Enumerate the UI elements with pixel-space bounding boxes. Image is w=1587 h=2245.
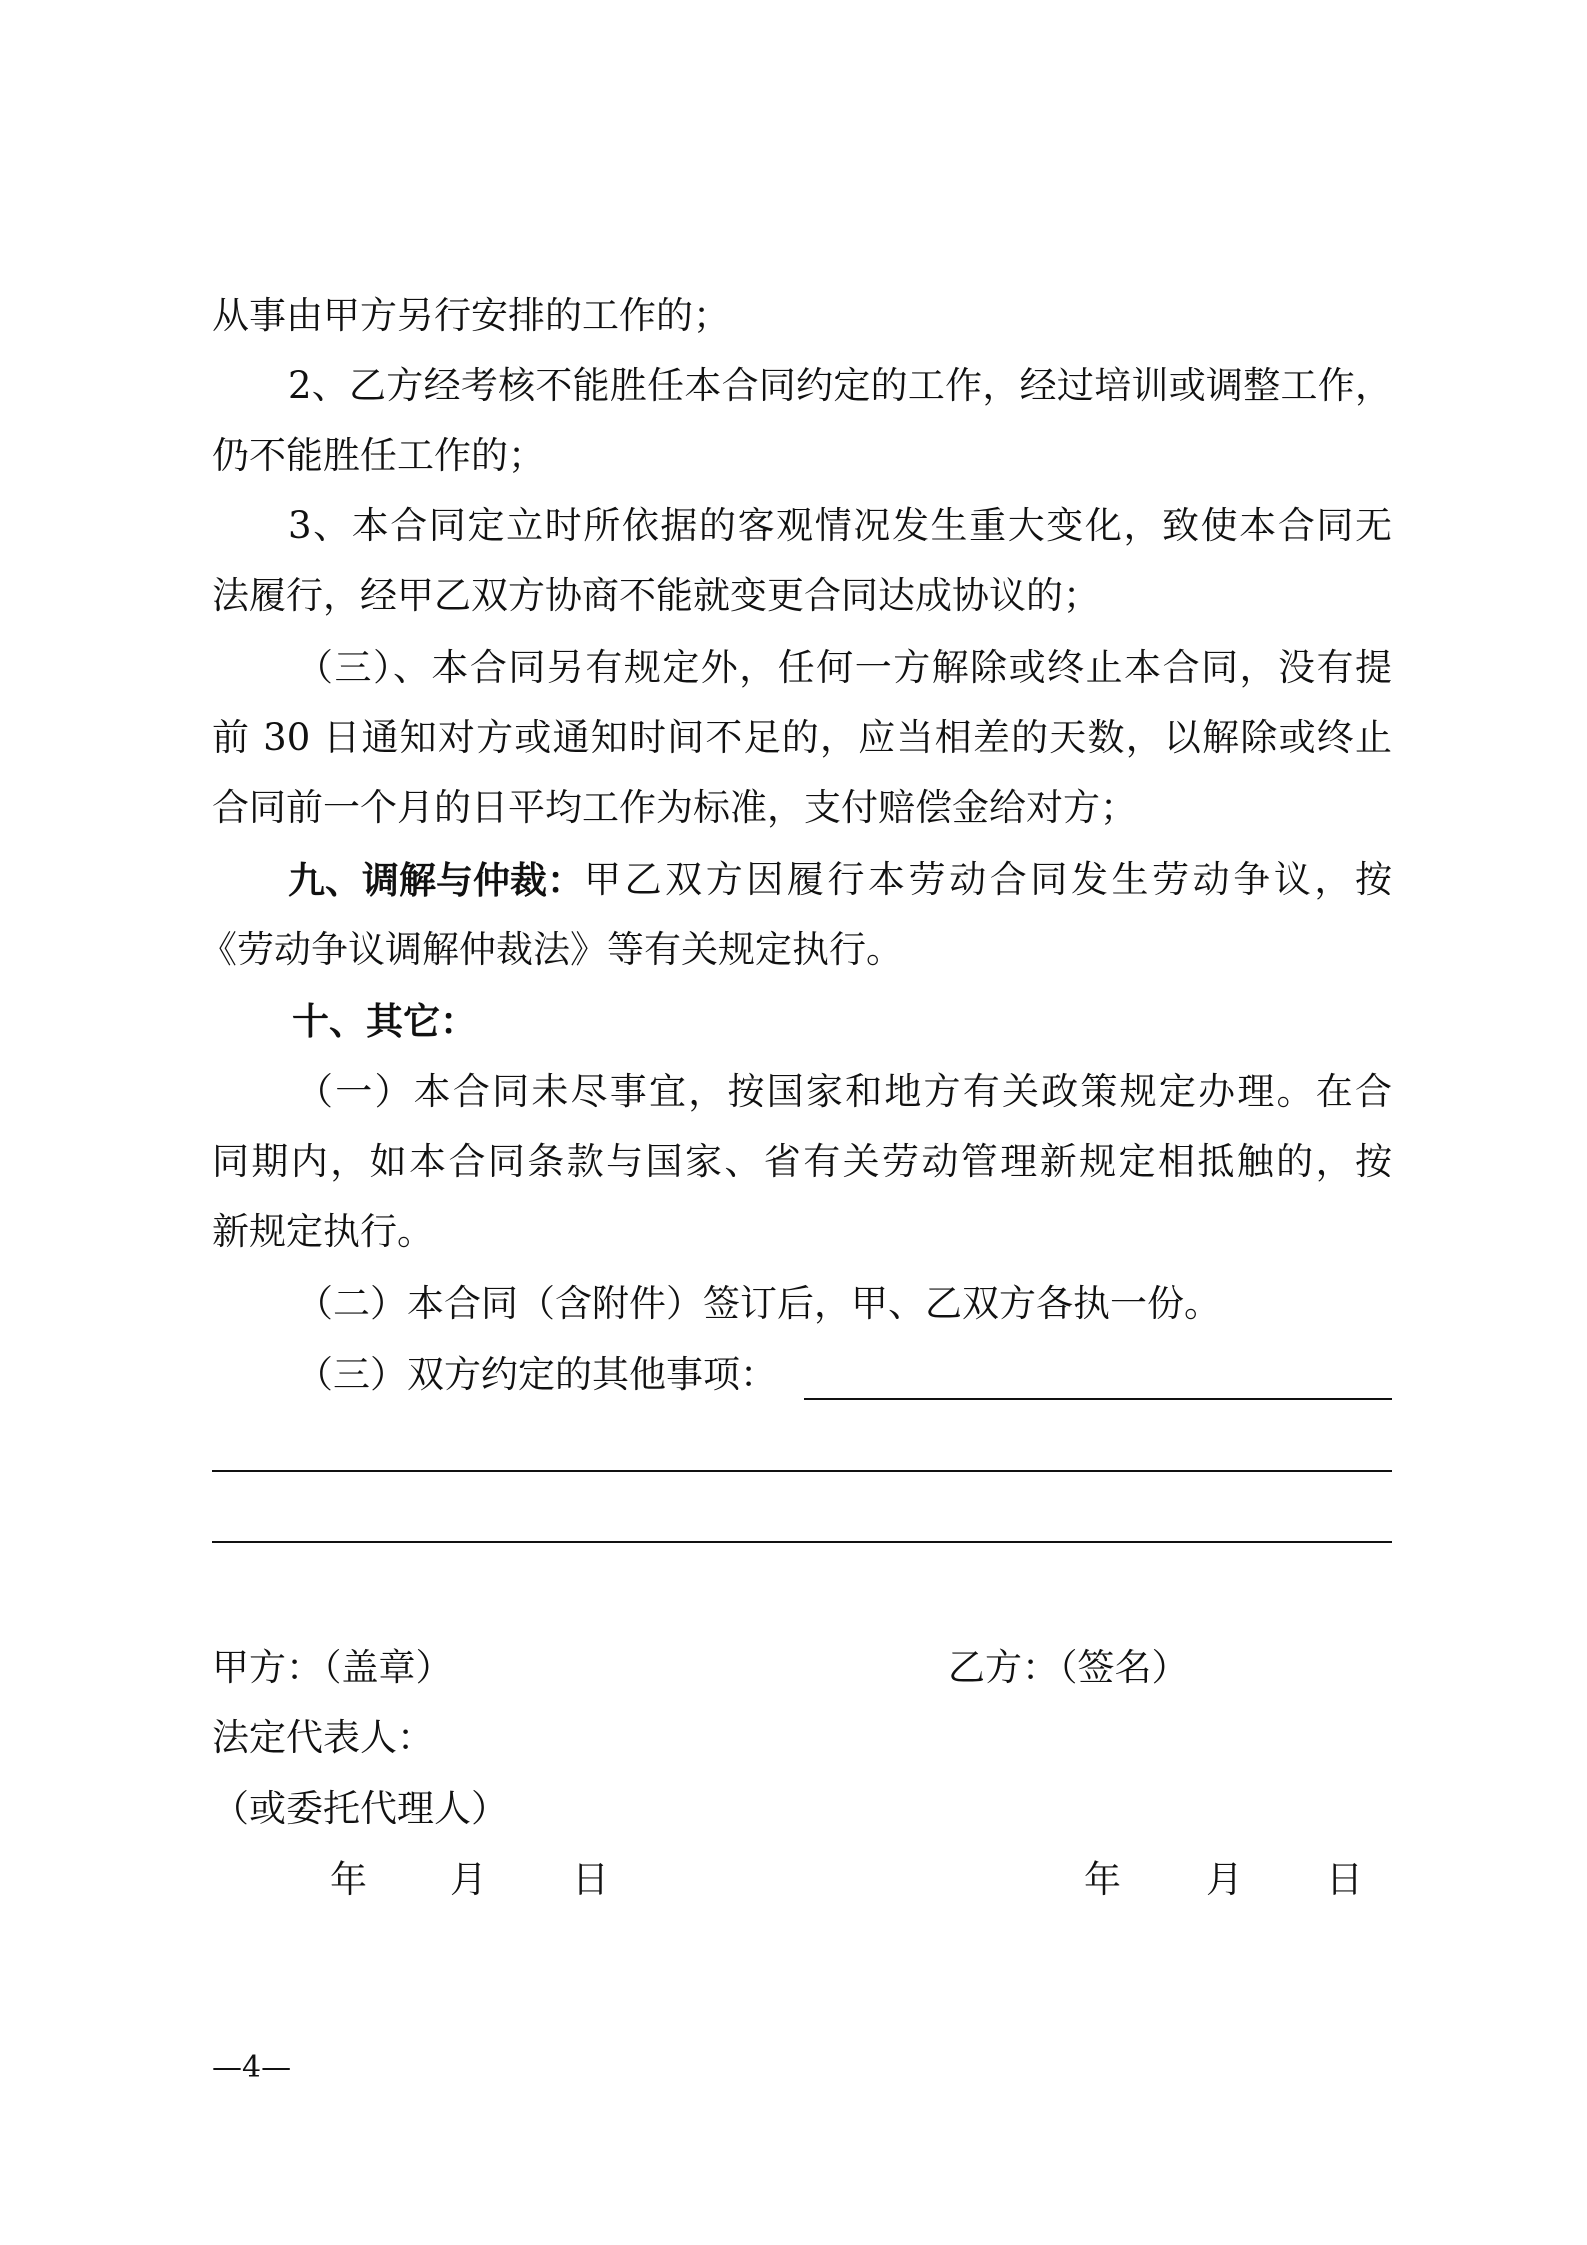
paragraph-line: 合同前一个月的日平均工作为标准，支付赔偿金给对方； — [212, 786, 1137, 829]
fill-in-line — [804, 1398, 1392, 1400]
section-9-text: 甲乙双方因履行本劳动合同发生劳动争议，按 — [584, 858, 1392, 901]
date-month-a: 月 — [450, 1858, 487, 1901]
date-day-a: 日 — [572, 1858, 609, 1901]
date-year-a: 年 — [330, 1858, 367, 1901]
paragraph-line: （二）本合同（含附件）签订后，甲、乙双方各执一份。 — [296, 1282, 1221, 1325]
paragraph-line: 同期内，如本合同条款与国家、省有关劳动管理新规定相抵触的，按 — [212, 1140, 1392, 1183]
party-a-label: 甲方：（盖章） — [212, 1646, 453, 1689]
paragraph-line: 《劳动争议调解仲裁法》等有关规定执行。 — [200, 928, 903, 971]
other-matters-label: （三）双方约定的其他事项： — [296, 1353, 777, 1396]
date-month-b: 月 — [1206, 1858, 1243, 1901]
date-year-b: 年 — [1084, 1858, 1121, 1901]
paragraph-line: 3、本合同定立时所依据的客观情况发生重大变化，致使本合同无 — [288, 504, 1392, 547]
paragraph-line: 法履行，经甲乙双方协商不能就变更合同达成协议的； — [212, 574, 1100, 617]
fill-in-line — [212, 1541, 1392, 1543]
agent-label: （或委托代理人） — [212, 1787, 508, 1830]
legal-rep-label: 法定代表人： — [212, 1716, 434, 1759]
paragraph-line: （一）本合同未尽事宜，按国家和地方有关政策规定办理。在合 — [296, 1070, 1392, 1113]
paragraph-line: 仍不能胜任工作的； — [212, 434, 545, 477]
party-b-label: 乙方：（签名） — [948, 1646, 1189, 1689]
date-day-b: 日 — [1326, 1858, 1363, 1901]
paragraph-line: （三）、本合同另有规定外，任何一方解除或终止本合同，没有提 — [296, 646, 1392, 689]
paragraph-line: 2、乙方经考核不能胜任本合同约定的工作，经过培训或调整工作， — [288, 364, 1392, 407]
paragraph-line: 新规定执行。 — [212, 1210, 434, 1253]
paragraph-line: 前 30 日通知对方或通知时间不足的，应当相差的天数，以解除或终止 — [212, 716, 1392, 759]
paragraph-line: 从事由甲方另行安排的工作的； — [212, 294, 730, 337]
fill-in-line — [212, 1470, 1392, 1472]
section-9-heading: 九、调解与仲裁： — [288, 858, 584, 902]
section-10-heading: 十、其它： — [292, 999, 477, 1043]
section-9-line — [288, 852, 1392, 908]
page-number: —4— — [212, 2050, 292, 2085]
